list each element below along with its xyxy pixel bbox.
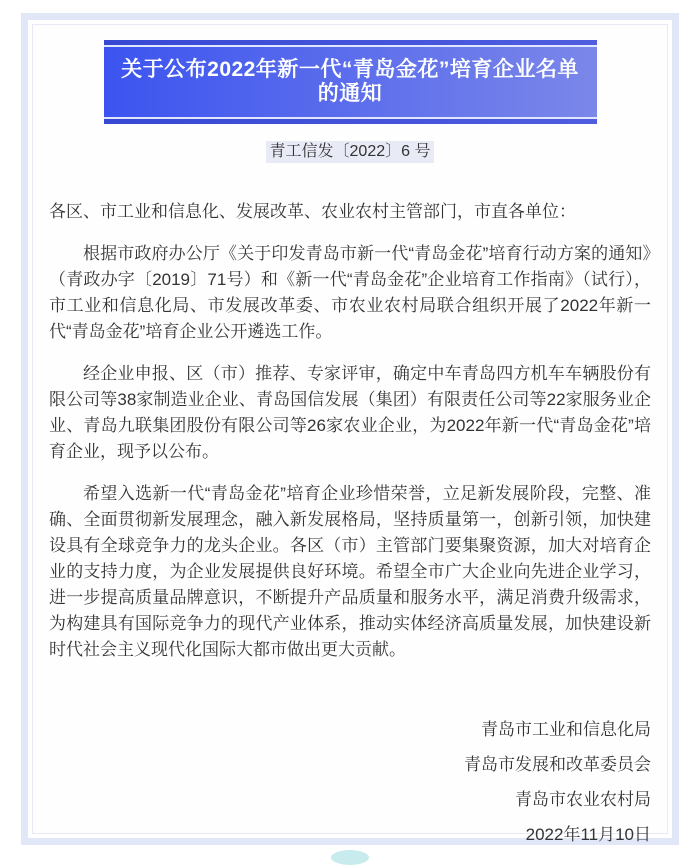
- doc-number-row: [49, 141, 651, 163]
- paragraph-basis: 根据市政府办公厅《关于印发青岛市新一代“青岛金花”培育行动方案的通知》（青政办字〔2019〕71号）和《新一代“青岛金花”企业培育工作指南》（试行），市工业和信息化局、市发展改革委、市农业农村局联合组织开展了2022年新一代“青岛金花”培育企业公开遴选工作。: [49, 244, 651, 341]
- document-card: [21, 13, 679, 845]
- signature-org-industry-it: 青岛市工业和信息化局: [481, 720, 651, 739]
- paragraph-selection-result: 经企业申报、区（市）推荐、专家评审，确定中车青岛四方机车车辆股份有限公司等38家制造业企业、青岛国信发展（集团）有限责任公司等22家服务业企业、青岛九联集团股份有限公司等26家农业企业，为2022年新一代“青岛金花”培育企业，现予以公布。: [49, 364, 651, 461]
- signature-block: [49, 712, 651, 852]
- notice-title-banner-inner: [104, 45, 597, 119]
- decorative-ellipse: [331, 850, 369, 865]
- signature-org-agriculture-rural: 青岛市农业农村局: [515, 790, 651, 809]
- paragraph-expectations: 希望入选新一代“青岛金花”培育企业珍惜荣誉，立足新发展阶段，完整、准确、全面贯彻新发展理念，融入新发展格局，坚持质量第一，创新引领，加快建设具有全球竞争力的龙头企业。各区（市）主管部门要集聚资源，加大对培育企业的支持力度，为企业发展提供良好环境。希望全市广大企业向先进企业学习，进一步提高质量品牌意识，不断提升产品质量和服务水平，满足消费升级需求，为构建具有国际竞争力的现代产业体系，推动实体经济高质量发展，加快建设新时代社会主义现代化国际大都市做出更大贡献。: [49, 484, 651, 659]
- document-content: [32, 24, 668, 844]
- signature-date: 2022年11月10日: [525, 825, 651, 844]
- salutation: 各区、市工业和信息化、发展改革、农业农村主管部门，市直各单位：: [49, 202, 576, 221]
- signature-org-development-reform: 青岛市发展和改革委员会: [464, 755, 651, 774]
- notice-title-banner: [104, 40, 597, 124]
- doc-number: 青工信发〔2022〕6 号: [266, 141, 435, 163]
- notice-title: 关于公布2022年新一代“青岛金花”培育企业名单的通知: [121, 58, 579, 105]
